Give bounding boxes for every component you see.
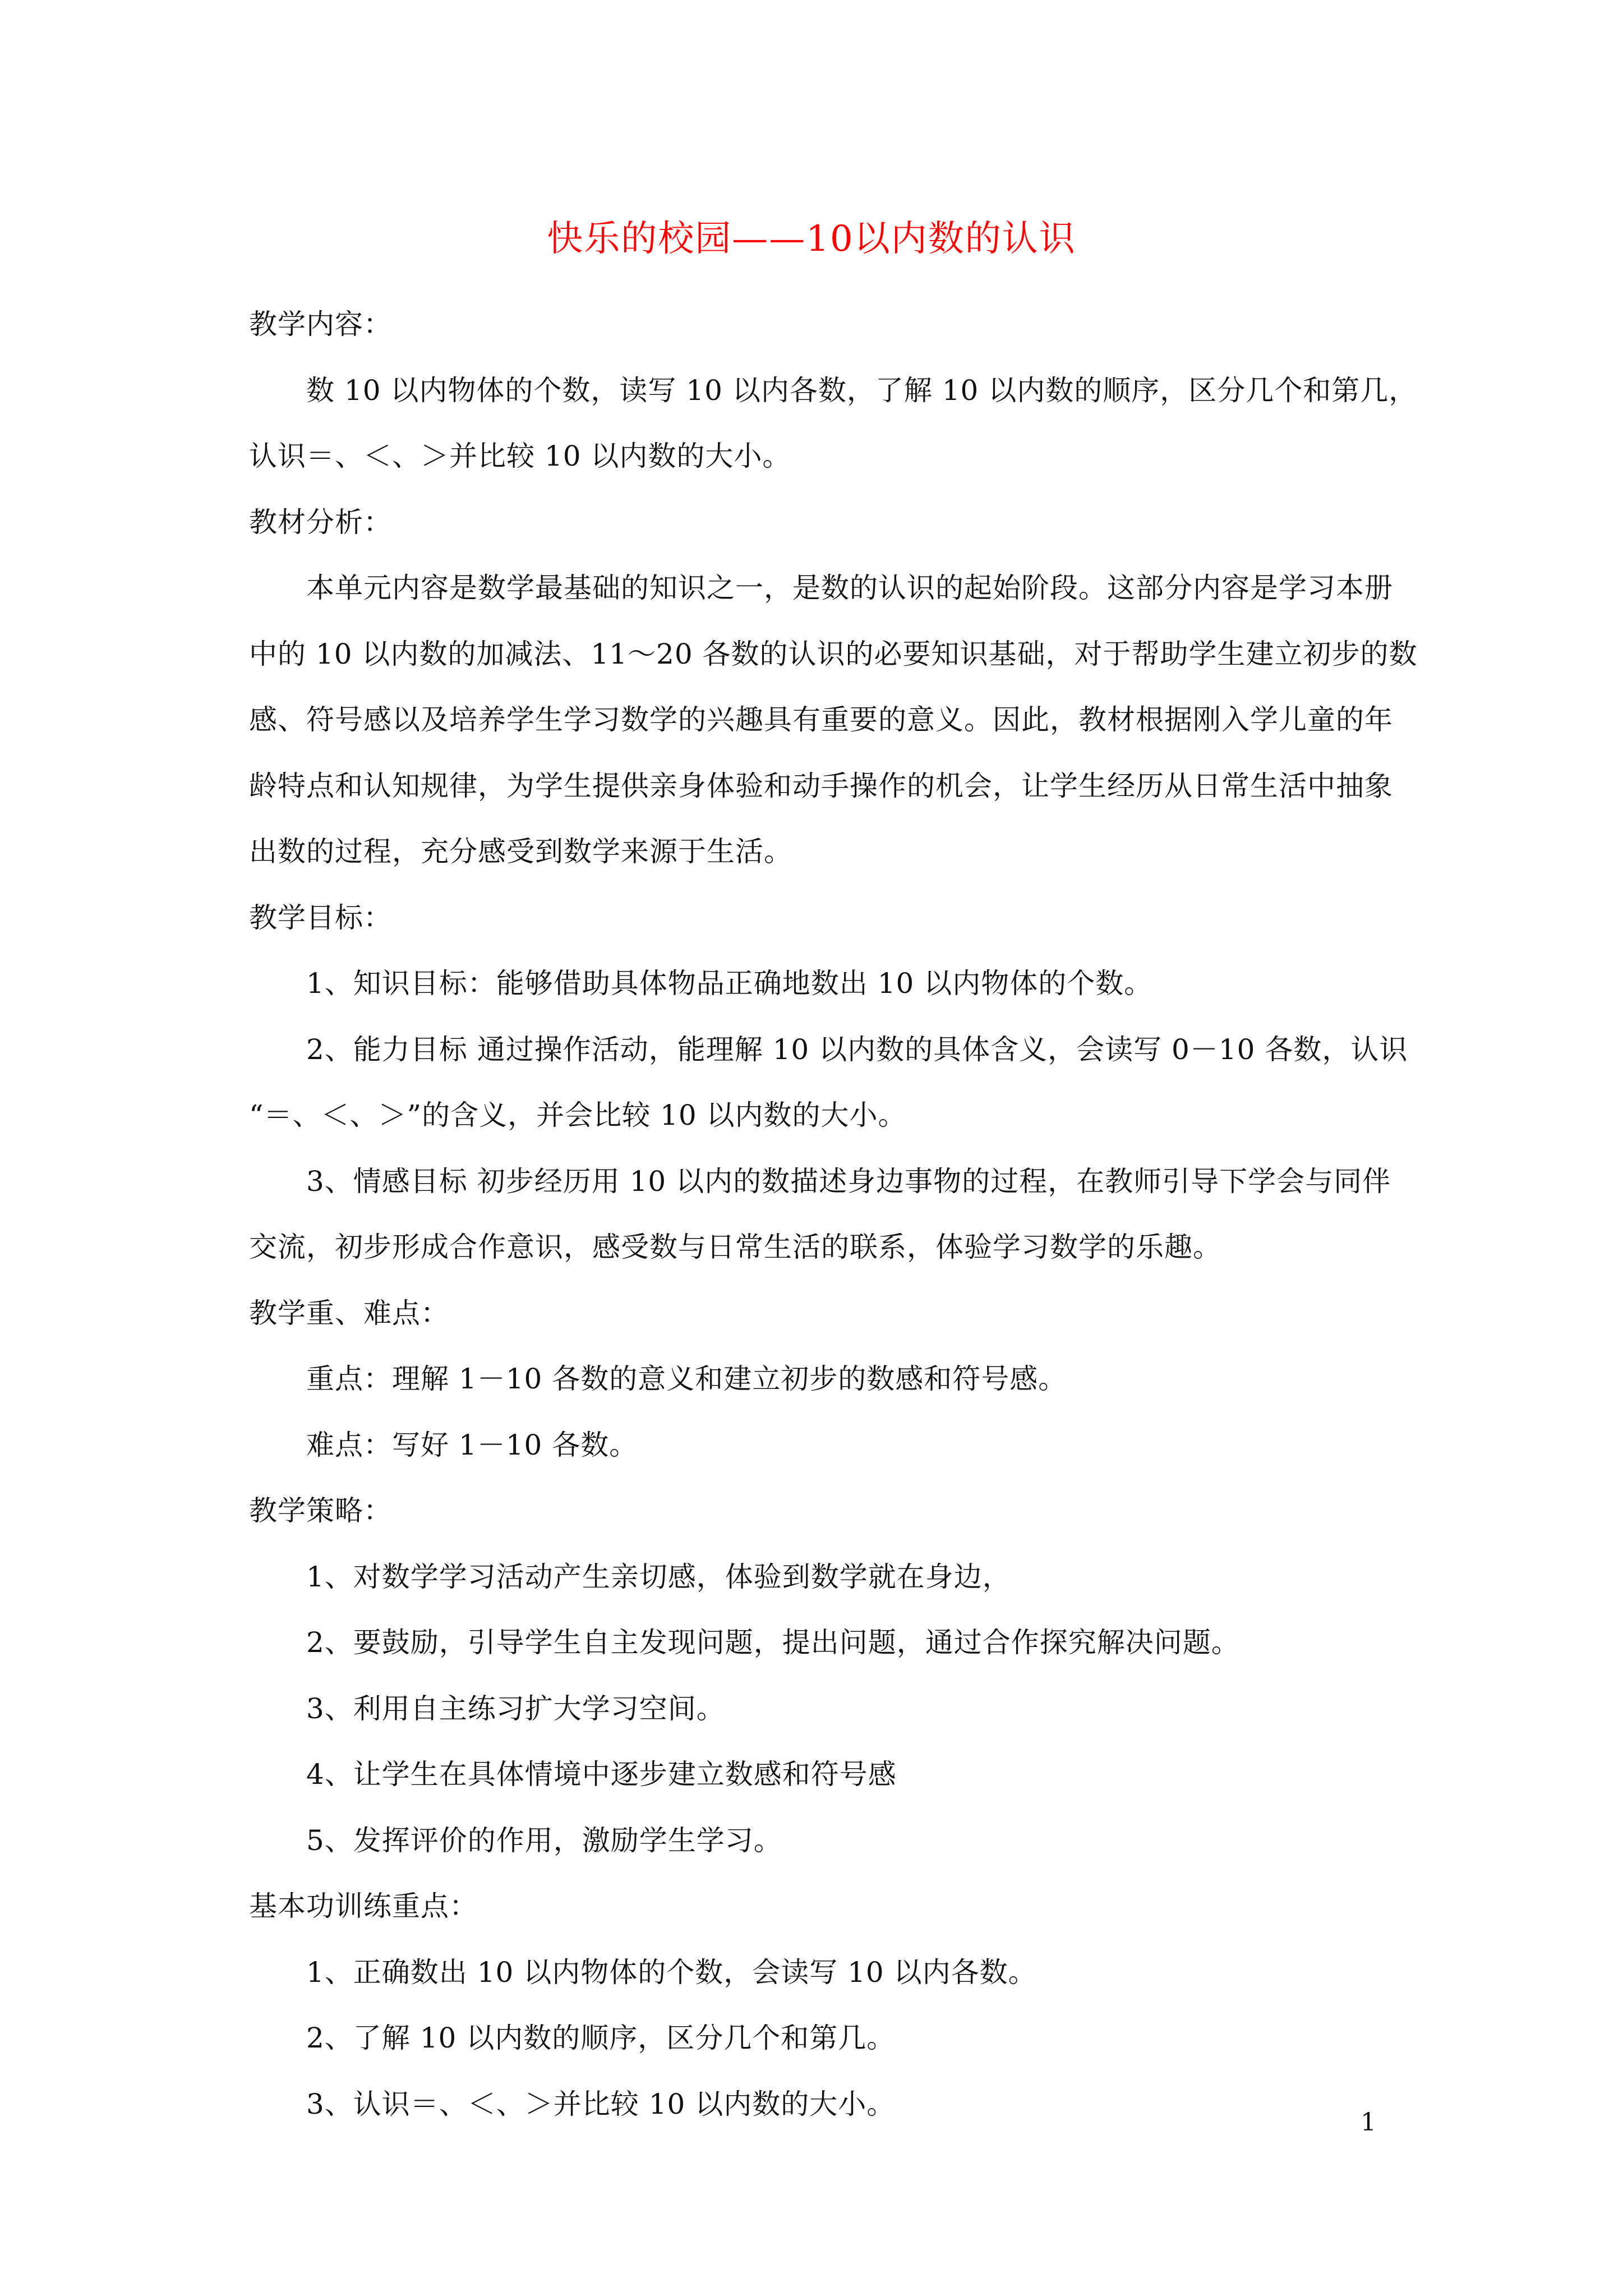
paragraph-line: 本单元内容是数学最基础的知识之一，是数的认识的起始阶段。这部分内容是学习本册 bbox=[306, 572, 1393, 604]
paragraph-line: 龄特点和认知规律，为学生提供亲身体验和动手操作的机会，让学生经历从日常生活中抽象 bbox=[249, 769, 1393, 802]
section-heading-content: 教学内容： bbox=[249, 308, 392, 341]
section-heading-key-points: 教学重、难点： bbox=[249, 1296, 449, 1329]
list-item: 3、情感目标 初步经历用 10 以内的数描述身边事物的过程，在教师引导下学会与同伴 bbox=[306, 1165, 1391, 1198]
paragraph-line: 认识＝、＜、＞并比较 10 以内数的大小。 bbox=[249, 440, 791, 472]
list-item: 5、发挥评价的作用，激励学生学习。 bbox=[306, 1824, 782, 1857]
list-item: 2、能力目标 通过操作活动，能理解 10 以内数的具体含义，会读写 0－10 各数，认识 bbox=[306, 1033, 1408, 1066]
list-item: 3、认识＝、＜、＞并比较 10 以内数的大小。 bbox=[306, 2087, 896, 2120]
list-item: 2、了解 10 以内数的顺序，区分几个和第几。 bbox=[306, 2022, 896, 2054]
paragraph-line: 感、符号感以及培养学生学习数学的兴趣具有重要的意义。因此，教材根据刚入学儿童的年 bbox=[249, 703, 1393, 736]
paragraph-line: 交流，初步形成合作意识，感受数与日常生活的联系，体验学习数学的乐趣。 bbox=[249, 1231, 1221, 1263]
list-item: 1、知识目标：能够借助具体物品正确地数出 10 以内物体的个数。 bbox=[306, 967, 1153, 1000]
document-body bbox=[249, 292, 1418, 2137]
list-item: 3、利用自主练习扩大学习空间。 bbox=[306, 1692, 725, 1725]
list-item: 1、对数学学习活动产生亲切感，体验到数学就在身边， bbox=[306, 1560, 1011, 1593]
list-item: 1、正确数出 10 以内物体的个数，会读写 10 以内各数。 bbox=[306, 1955, 1037, 1989]
list-item: 4、让学生在具体情境中逐步建立数感和符号感 bbox=[306, 1758, 897, 1791]
paragraph-line: “＝、＜、＞”的含义，并会比较 10 以内数的大小。 bbox=[249, 1099, 907, 1131]
document-title: 快乐的校园——10以内数的认识 bbox=[547, 218, 1076, 260]
paragraph-line: 数 10 以内物体的个数，读写 10 以内各数，了解 10 以内数的顺序，区分几个和第几， bbox=[306, 374, 1418, 407]
section-heading-analysis: 教材分析： bbox=[249, 505, 392, 539]
page-number: 1 bbox=[1361, 2108, 1376, 2137]
paragraph-line: 中的 10 以内数的加减法、11～20 各数的认识的必要知识基础，对于帮助学生建立初步的数 bbox=[249, 637, 1418, 670]
list-item: 重点：理解 1－10 各数的意义和建立初步的数感和符号感。 bbox=[306, 1363, 1067, 1395]
paragraph-line: 出数的过程，充分感受到数学来源于生活。 bbox=[249, 835, 792, 868]
section-heading-goals: 教学目标： bbox=[249, 901, 392, 934]
section-heading-strategy: 教学策略： bbox=[249, 1494, 392, 1527]
list-item: 难点：写好 1－10 各数。 bbox=[306, 1428, 638, 1461]
section-heading-training: 基本功训练重点： bbox=[249, 1890, 478, 1922]
list-item: 2、要鼓励，引导学生自主发现问题，提出问题，通过合作探究解决问题。 bbox=[306, 1626, 1240, 1659]
